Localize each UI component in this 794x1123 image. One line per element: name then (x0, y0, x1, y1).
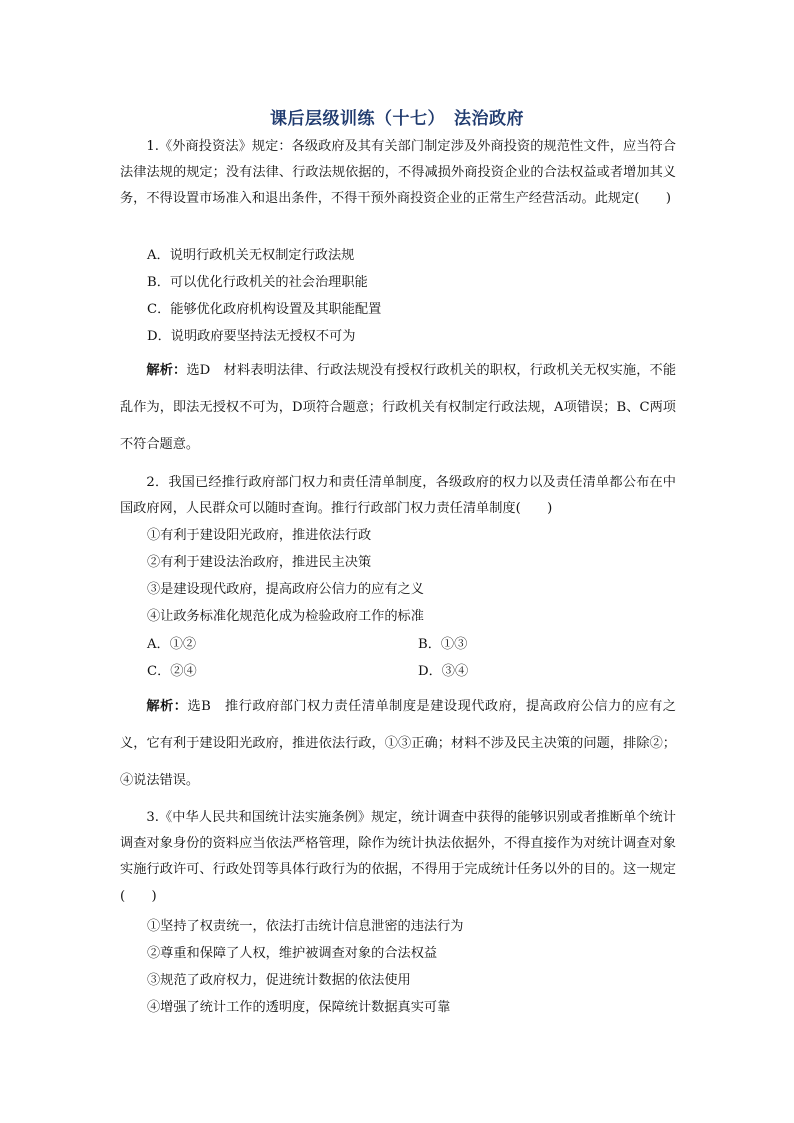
question-2-statement-2: ②有利于建设法治政府，推进民主决策 (147, 555, 372, 570)
analysis-text: 选D 材料表明法律、行政法规没有授权行政机关的职权，行政机关无权实施，不能乱作为，即法无授权不可为，D项符合题意；行政机关有权制定行政法规，A项错误；B、C两项不符合题意。 (120, 363, 677, 452)
question-2-option-d: D．③④ (418, 664, 469, 679)
question-3-statement-3: ③规范了政府权力，促进统计数据的依法使用 (147, 973, 411, 988)
question-3-statement-4: ④增强了统计工作的透明度，保障统计数据真实可靠 (147, 1000, 451, 1015)
question-2-option-b: B．①③ (418, 637, 468, 652)
question-3-statement-1: ①坚持了权责统一，依法打击统计信息泄密的违法行为 (147, 919, 464, 934)
question-1-option-c: C．能够优化政府机构设置及其职能配置 (147, 302, 382, 317)
question-1-analysis (120, 352, 676, 463)
question-1-option-d: D．说明政府要坚持法无授权不可为 (147, 329, 356, 344)
analysis-label: 解析： (146, 699, 188, 714)
analysis-label: 解析： (146, 363, 187, 378)
question-3-statement-2: ②尊重和保障了人权，维护被调查对象的合法权益 (147, 946, 438, 961)
question-2-option-a: A．①② (147, 637, 197, 652)
question-2-analysis (120, 688, 676, 799)
question-2-statement-3: ③是建设现代政府，提高政府公信力的应有之义 (147, 582, 424, 597)
question-2-stem: 2．我国已经推行政府部门权力和责任清单制度，各级政府的权力以及责任清单都公布在中国政府网，人民群众可以随时查询。推行行政部门权力责任清单制度( ) (120, 475, 676, 517)
question-1-stem: 1.《外商投资法》规定：各级政府及其有关部门制定涉及外商投资的规范性文件，应当符合法律法规的规定；没有法律、行政法规依据的，不得减损外商投资企业的合法权益或者增加其义务，不得设置市场准入和退出条件，不得干预外商投资企业的正常生产经营活动。此规定( ) (120, 139, 676, 207)
page-title: 课后层级训练（十七） 法治政府 (270, 109, 524, 129)
question-1-option-b: B．可以优化行政机关的社会治理职能 (147, 275, 368, 290)
question-1-option-a: A．说明行政机关无权制定行政法规 (147, 248, 355, 263)
question-3-stem: 3.《中华人民共和国统计法实施条例》规定，统计调查中获得的能够识别或者推断单个统计调查对象身份的资料应当依法严格管理，除作为统计执法依据外，不得直接作为对统计调查对象实施行政许可、行政处罚等具体行政行为的依据，不得用于完成统计任务以外的目的。这一规定( ) (120, 810, 676, 904)
question-2-option-c: C．②④ (147, 664, 197, 679)
question-2-statement-4: ④让政务标准化规范化成为检验政府工作的标准 (147, 609, 424, 624)
analysis-text: 选B 推行政府部门权力责任清单制度是建设现代政府，提高政府公信力的应有之义，它有利于建设阳光政府，推进依法行政，①③正确；材料不涉及民主决策的问题，排除②；④说法错误。 (120, 699, 676, 788)
question-2-statement-1: ①有利于建设阳光政府，推进依法行政 (147, 528, 372, 543)
